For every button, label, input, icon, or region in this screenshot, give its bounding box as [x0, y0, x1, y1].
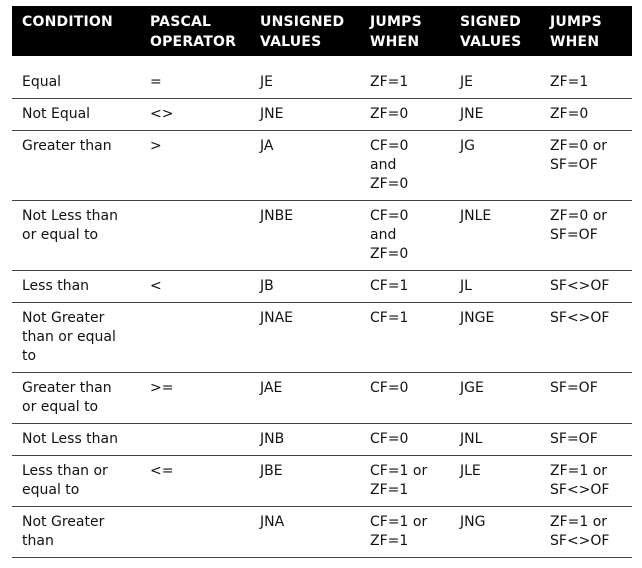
cell-signed-value: JNLE	[450, 201, 540, 271]
cell-condition: Not Greater than	[12, 507, 140, 558]
cell-signed-value: JG	[450, 131, 540, 201]
table-body	[12, 56, 632, 558]
cell-unsigned-value: JE	[250, 56, 360, 99]
table-row	[12, 507, 632, 558]
cell-signed-jumps-when: SF<>OF	[540, 303, 632, 373]
cell-condition: Less than or equal to	[12, 456, 140, 507]
cell-unsigned-jumps-when: CF=0 and ZF=0	[360, 201, 450, 271]
cell-condition: Not Less than	[12, 424, 140, 456]
cell-unsigned-value: JB	[250, 271, 360, 303]
table-row	[12, 373, 632, 424]
cell-pascal-operator: <	[140, 271, 250, 303]
cell-signed-value: JLE	[450, 456, 540, 507]
cell-pascal-operator: <>	[140, 99, 250, 131]
cell-pascal-operator	[140, 424, 250, 456]
cell-condition: Not Less than or equal to	[12, 201, 140, 271]
cell-unsigned-jumps-when: CF=1	[360, 271, 450, 303]
cell-condition: Not Greater than or equal to	[12, 303, 140, 373]
jump-conditions-table-container	[12, 6, 632, 558]
cell-unsigned-value: JNAE	[250, 303, 360, 373]
cell-condition: Less than	[12, 271, 140, 303]
cell-pascal-operator: <=	[140, 456, 250, 507]
header-signed-jumps-when: JUMPS WHEN	[540, 6, 632, 56]
table-row	[12, 131, 632, 201]
cell-condition: Greater than or equal to	[12, 373, 140, 424]
cell-signed-jumps-when: ZF=1	[540, 56, 632, 99]
cell-unsigned-jumps-when: ZF=0	[360, 99, 450, 131]
cell-unsigned-jumps-when: ZF=1	[360, 56, 450, 99]
table-row	[12, 303, 632, 373]
table-row	[12, 99, 632, 131]
cell-signed-jumps-when: ZF=1 or SF<>OF	[540, 456, 632, 507]
cell-condition: Not Equal	[12, 99, 140, 131]
cell-pascal-operator	[140, 303, 250, 373]
cell-unsigned-value: JA	[250, 131, 360, 201]
header-row	[12, 6, 632, 56]
cell-signed-value: JL	[450, 271, 540, 303]
header-unsigned-values: UNSIGNED VALUES	[250, 6, 360, 56]
cell-unsigned-jumps-when: CF=0	[360, 373, 450, 424]
header-pascal-operator: PASCAL OPERATOR	[140, 6, 250, 56]
header-unsigned-jumps-when: JUMPS WHEN	[360, 6, 450, 56]
cell-signed-value: JNG	[450, 507, 540, 558]
cell-unsigned-value: JNBE	[250, 201, 360, 271]
cell-signed-value: JE	[450, 56, 540, 99]
cell-unsigned-jumps-when: CF=1 or ZF=1	[360, 456, 450, 507]
cell-signed-value: JGE	[450, 373, 540, 424]
cell-pascal-operator: >=	[140, 373, 250, 424]
cell-unsigned-jumps-when: CF=1 or ZF=1	[360, 507, 450, 558]
cell-signed-value: JNGE	[450, 303, 540, 373]
cell-signed-jumps-when: SF=OF	[540, 424, 632, 456]
table-header	[12, 6, 632, 56]
cell-unsigned-value: JNA	[250, 507, 360, 558]
table-row	[12, 424, 632, 456]
cell-unsigned-jumps-when: CF=1	[360, 303, 450, 373]
table-row	[12, 271, 632, 303]
cell-unsigned-value: JAE	[250, 373, 360, 424]
cell-pascal-operator	[140, 507, 250, 558]
table-row	[12, 56, 632, 99]
header-signed-values: SIGNED VALUES	[450, 6, 540, 56]
cell-pascal-operator: >	[140, 131, 250, 201]
cell-signed-value: JNL	[450, 424, 540, 456]
cell-signed-jumps-when: ZF=0 or SF=OF	[540, 201, 632, 271]
cell-pascal-operator: =	[140, 56, 250, 99]
jump-conditions-table	[12, 6, 632, 558]
cell-condition: Equal	[12, 56, 140, 99]
cell-signed-jumps-when: ZF=0 or SF=OF	[540, 131, 632, 201]
table-row	[12, 201, 632, 271]
cell-signed-jumps-when: SF<>OF	[540, 271, 632, 303]
cell-condition: Greater than	[12, 131, 140, 201]
table-row	[12, 456, 632, 507]
cell-unsigned-jumps-when: CF=0 and ZF=0	[360, 131, 450, 201]
cell-pascal-operator	[140, 201, 250, 271]
cell-unsigned-value: JBE	[250, 456, 360, 507]
cell-signed-jumps-when: ZF=1 or SF<>OF	[540, 507, 632, 558]
cell-signed-value: JNE	[450, 99, 540, 131]
cell-unsigned-value: JNE	[250, 99, 360, 131]
cell-signed-jumps-when: SF=OF	[540, 373, 632, 424]
cell-unsigned-jumps-when: CF=0	[360, 424, 450, 456]
header-condition: CONDITION	[12, 6, 140, 56]
cell-signed-jumps-when: ZF=0	[540, 99, 632, 131]
cell-unsigned-value: JNB	[250, 424, 360, 456]
